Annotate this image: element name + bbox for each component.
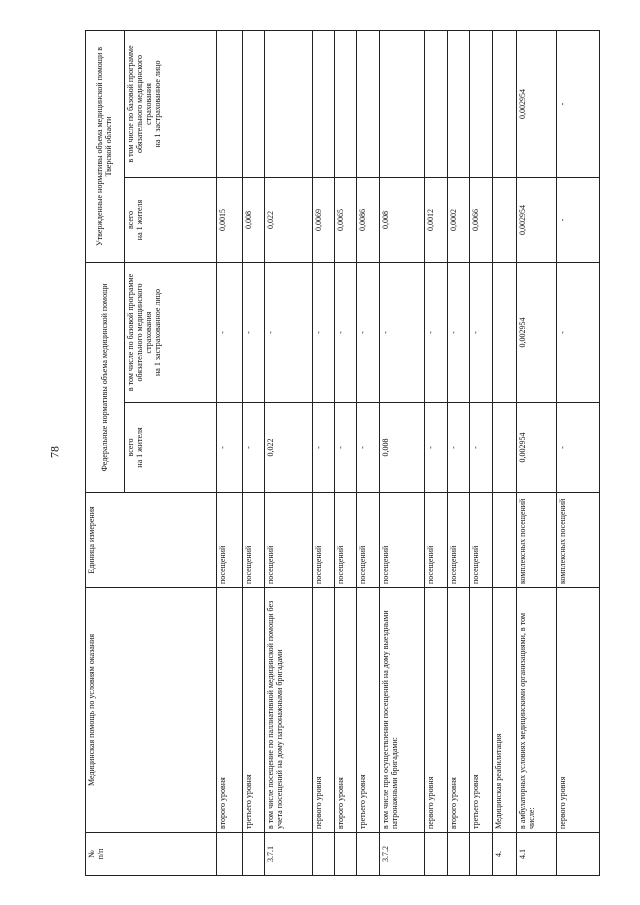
- row-federal-total: -: [217, 403, 243, 493]
- row-federal-total: -: [448, 403, 470, 493]
- row-regional-total: 0,0012: [425, 178, 448, 263]
- row-name: третьего уровня: [470, 588, 493, 833]
- row-federal-oms: -: [243, 263, 265, 403]
- row-regional-total: 0,0015: [217, 178, 243, 263]
- row-name: третьего уровня: [357, 588, 380, 833]
- row-number: [243, 833, 265, 876]
- table-row: [557, 30, 600, 875]
- row-unit: посещений: [380, 493, 425, 588]
- row-name: первого уровня: [425, 588, 448, 833]
- row-unit: посещений: [217, 493, 243, 588]
- table-row: [313, 30, 335, 875]
- row-federal-oms: -: [357, 263, 380, 403]
- row-regional-oms: 0,002954: [517, 30, 557, 177]
- header-unit: Единица измерения: [86, 493, 217, 588]
- table-row: [357, 30, 380, 875]
- row-regional-oms: [448, 30, 470, 177]
- row-unit: комплексных посещений: [557, 493, 600, 588]
- row-number: [425, 833, 448, 876]
- row-federal-total: -: [357, 403, 380, 493]
- row-regional-total: 0,002954: [517, 178, 557, 263]
- row-federal-total: -: [243, 403, 265, 493]
- row-unit: [493, 493, 517, 588]
- table-row: [425, 30, 448, 875]
- row-regional-oms: [243, 30, 265, 177]
- row-federal-total: -: [425, 403, 448, 493]
- row-name: первого уровня: [557, 588, 600, 833]
- row-federal-oms: 0,002954: [517, 263, 557, 403]
- header-reg-per-resident: всего на 1 жителя: [125, 178, 217, 263]
- table-row: [493, 30, 517, 875]
- table-row: [217, 30, 243, 875]
- row-number: [313, 833, 335, 876]
- row-name: Медицинская реабилитация: [493, 588, 517, 833]
- header-care: Медицинская помощь по условиям оказания: [86, 588, 217, 833]
- row-regional-oms: [380, 30, 425, 177]
- table-row: [448, 30, 470, 875]
- table-row: [265, 30, 313, 875]
- table-row: [243, 30, 265, 875]
- row-federal-total: -: [335, 403, 357, 493]
- header-num: № п/п: [86, 833, 217, 876]
- table-row: [380, 30, 425, 875]
- row-unit: посещений: [357, 493, 380, 588]
- row-federal-oms: -: [265, 263, 313, 403]
- row-unit: посещений: [470, 493, 493, 588]
- row-number: 3.7.2: [380, 833, 425, 876]
- row-regional-total: 0,0002: [448, 178, 470, 263]
- row-regional-oms: [217, 30, 243, 177]
- row-federal-total: 0,008: [380, 403, 425, 493]
- row-unit: посещений: [448, 493, 470, 588]
- row-federal-oms: -: [557, 263, 600, 403]
- table-row: [335, 30, 357, 875]
- row-federal-total: -: [470, 403, 493, 493]
- row-name: в амбулаторных условиях медицинскими организациями, в том числе:: [517, 588, 557, 833]
- row-number: [335, 833, 357, 876]
- row-name: в том числе посещение по паллиативной медицинской помощи без учета посещений на дому патронажными бригадами: [265, 588, 313, 833]
- row-federal-total: 0,002954: [517, 403, 557, 493]
- row-federal-oms: -: [313, 263, 335, 403]
- row-regional-oms: -: [557, 30, 600, 177]
- row-regional-total: 0,022: [265, 178, 313, 263]
- row-federal-oms: -: [470, 263, 493, 403]
- row-federal-total: -: [557, 403, 600, 493]
- row-regional-oms: [470, 30, 493, 177]
- row-name: второго уровня: [448, 588, 470, 833]
- row-number: 3.7.1: [265, 833, 313, 876]
- row-regional-total: 0,0086: [357, 178, 380, 263]
- row-number: [357, 833, 380, 876]
- row-regional-oms: [425, 30, 448, 177]
- row-name: второго уровня: [217, 588, 243, 833]
- header-reg-per-insured: в том числе по базовой программе обязательного медицинского страхования на 1 застрахованное лицо: [125, 30, 217, 177]
- header-fed-per-resident: всего на 1 жителя: [125, 403, 217, 493]
- row-name: второго уровня: [335, 588, 357, 833]
- row-unit: посещений: [335, 493, 357, 588]
- row-federal-total: -: [313, 403, 335, 493]
- row-federal-oms: -: [380, 263, 425, 403]
- row-name: третьего уровня: [243, 588, 265, 833]
- row-number: [217, 833, 243, 876]
- row-federal-total: 0,022: [265, 403, 313, 493]
- row-regional-total: 0,008: [243, 178, 265, 263]
- row-federal-oms: -: [425, 263, 448, 403]
- row-unit: комплексных посещений: [517, 493, 557, 588]
- row-regional-total: 0,0066: [470, 178, 493, 263]
- row-regional-total: [493, 178, 517, 263]
- row-name: первого уровня: [313, 588, 335, 833]
- row-regional-oms: [335, 30, 357, 177]
- table-row: [470, 30, 493, 875]
- row-name: в том числе при осуществлении посещений на дому выездными патронажными бригадами:: [380, 588, 425, 833]
- row-number: 4.1: [517, 833, 557, 876]
- header-fed-per-insured: в том числе по базовой программе обязательного медицинского страхования на 1 застрахованное лицо: [125, 263, 217, 403]
- row-regional-oms: [493, 30, 517, 177]
- row-number: [448, 833, 470, 876]
- row-number: [557, 833, 600, 876]
- row-regional-total: 0,0065: [335, 178, 357, 263]
- row-federal-oms: -: [448, 263, 470, 403]
- row-unit: посещений: [313, 493, 335, 588]
- row-regional-total: -: [557, 178, 600, 263]
- page-number: 78: [47, 446, 62, 458]
- row-regional-oms: [313, 30, 335, 177]
- row-regional-oms: [357, 30, 380, 177]
- header-approved: Утвержденные нормативы объема медицинской помощи в Тверской области: [86, 30, 125, 262]
- norms-table: [85, 30, 600, 876]
- row-number: [470, 833, 493, 876]
- row-unit: посещений: [425, 493, 448, 588]
- row-unit: посещений: [243, 493, 265, 588]
- row-federal-oms: -: [217, 263, 243, 403]
- row-federal-oms: -: [335, 263, 357, 403]
- table-row: [517, 30, 557, 875]
- row-federal-total: [493, 403, 517, 493]
- row-number: 4.: [493, 833, 517, 876]
- row-regional-oms: [265, 30, 313, 177]
- row-regional-total: 0,008: [380, 178, 425, 263]
- row-regional-total: 0,0069: [313, 178, 335, 263]
- rotated-table-container: [85, 31, 585, 876]
- row-unit: посещений: [265, 493, 313, 588]
- header-federal: Федеральные нормативы объема медицинской помощи: [86, 263, 125, 493]
- row-federal-oms: [493, 263, 517, 403]
